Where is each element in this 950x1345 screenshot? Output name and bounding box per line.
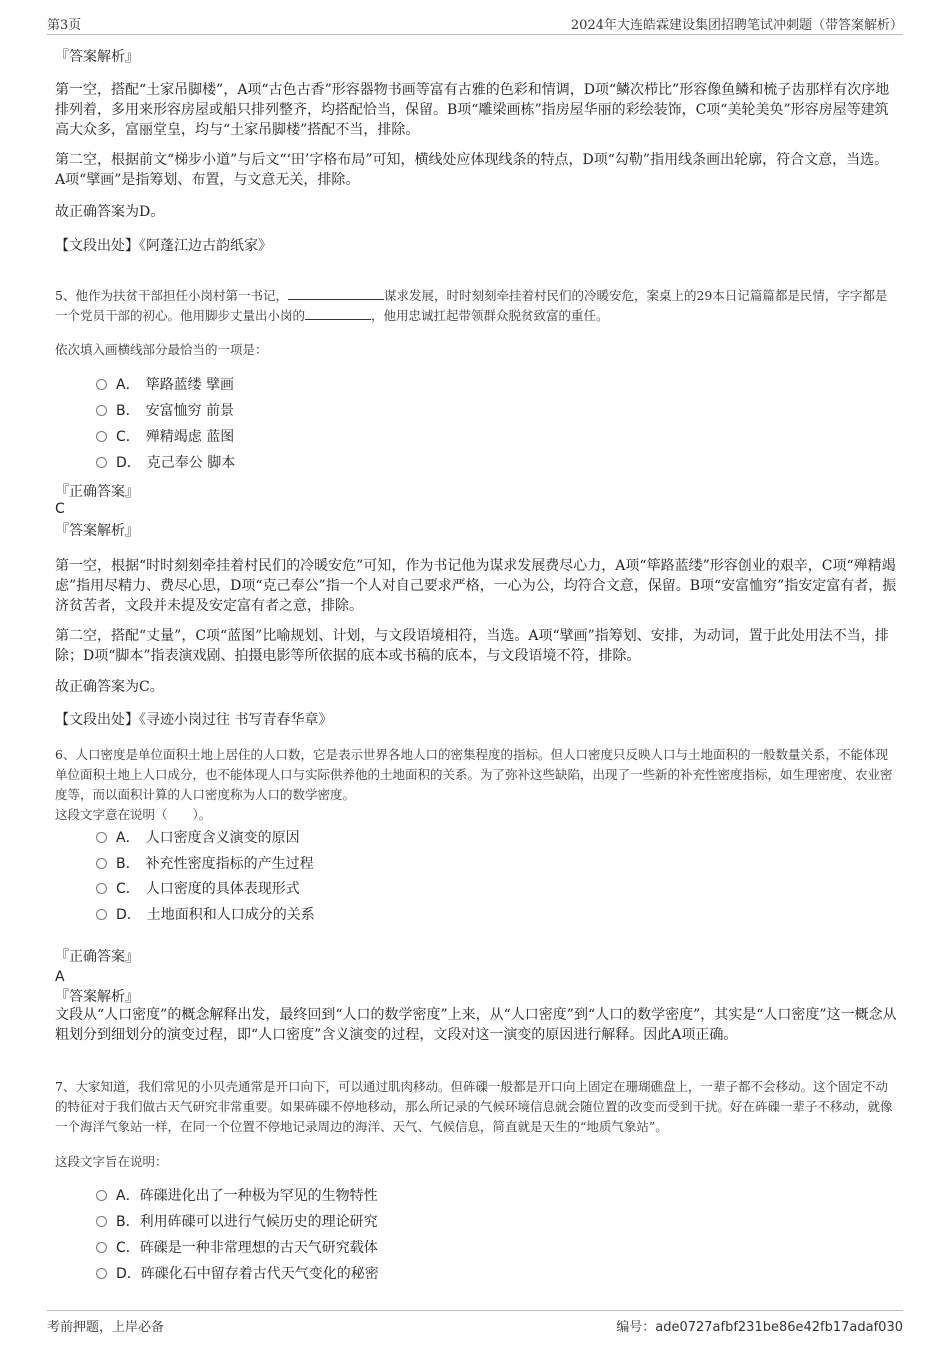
fill-blank [305, 307, 371, 320]
correct-answer: A [55, 969, 65, 985]
answer-conclusion: 故正确答案为D。 [55, 204, 165, 220]
page-header [47, 12, 903, 35]
question-stem: 7、大家知道，我们常见的小贝壳通常是开口向下，可以通过肌肉移动。但砗磲一般都是开口向上固定在珊瑚礁盘上，一辈子都不会移动。这个固定不动的特征对于我们做古天气研究非常重要。如果砗磲不停地移动，那么所记录的气候环境信息就会随位置的改变而受到干扰。好在砗磲一辈子不移动，就像一个海洋气象站一样，在同一个位置不停地记录周边的海洋、天气、气候信息，简直就是天生的“地质气象站”。 [55, 1079, 893, 1134]
passage-source: 【文段出处】《寻迹小岗过往 书写青春华章》 [55, 712, 333, 728]
analysis-heading: 『答案解析』 [55, 523, 139, 539]
radio-icon[interactable] [96, 883, 107, 894]
stem-text: 5、他作为扶贫干部担任小岗村第一书记， [55, 288, 288, 303]
analysis-paragraph: 第二空，搭配“丈量”，C项“蓝图”比喻规划、计划，与文段语境相符，当选。A项“擘画”指筹划、安排，为动词，置于此处用法不当，排除；D项“脚本”指表演戏剧、拍摄电影等所依据的底本或书稿的底本，与文段语境不符，排除。 [55, 628, 889, 664]
option-c[interactable]: C．砗磲是一种非常理想的古天气研究载体 [96, 1237, 378, 1259]
passage-source: 【文段出处】《阿蓬江边古韵纸家》 [55, 238, 272, 254]
analysis-heading: 『答案解析』 [55, 49, 139, 65]
option-a[interactable]: A．砗磲进化出了一种极为罕见的生物特性 [96, 1185, 378, 1207]
page-footer [47, 1310, 903, 1337]
option-a[interactable]: A． 筚路蓝缕 擘画 [96, 374, 234, 396]
radio-icon[interactable] [96, 858, 107, 869]
radio-icon[interactable] [96, 1216, 107, 1227]
radio-icon[interactable] [96, 1268, 107, 1279]
question-stem: 6、人口密度是单位面积土地上居住的人口数，它是表示世界各地人口的密集程度的指标。但人口密度只反映人口与土地面积的一般数量关系，不能体现单位面积土地上人口成分，也不能体现人口与实际供养他的土地面积的关系。为了弥补这些缺陷，出现了一些新的补充性密度指标，如生理密度、农业密度等，而以面积计算的人口密度称为人口的数学密度。 [55, 747, 893, 802]
option-c[interactable]: C． 殚精竭虑 蓝图 [96, 426, 234, 448]
correct-answer: C [55, 501, 65, 517]
stem-text: 谋求发展，时时刻刻牵挂着村民们的冷暖安危，案桌上的29本日记篇篇都是民情，字字都是一个党员干部的初心。他用脚步丈量出小岗的 [55, 288, 888, 323]
stem-text: ，他用忠诚扛起带领群众脱贫致富的重任。 [371, 308, 609, 323]
analysis-heading: 『答案解析』 [55, 989, 139, 1005]
radio-icon[interactable] [96, 1242, 107, 1253]
question-prompt: 这段文字意在说明（ ）。 [55, 807, 212, 822]
option-b[interactable]: B．利用砗磲可以进行气候历史的理论研究 [96, 1211, 378, 1233]
analysis-paragraph: 第一空，搭配“土家吊脚楼”，A项“古色古香”形容器物书画等富有古雅的色彩和情调，D项“鳞次栉比”形容像鱼鳞和梳子齿那样有次序地排列着，多用来形容房屋或船只排列整齐，均搭配恰当，保留。B项“雕梁画栋”指房屋华丽的彩绘装饰，C项“美轮美奂”形容房屋等建筑高大众多，富丽堂皇，均与“土家吊脚楼”搭配不当，排除。 [55, 82, 890, 138]
document-id: 编号：ade0727afbf231be86e42fb17adaf030 [616, 1320, 903, 1335]
page-number: 第3页 [47, 18, 82, 33]
answer-conclusion: 故正确答案为C。 [55, 679, 164, 695]
option-b[interactable]: B． 安富恤穷 前景 [96, 400, 234, 422]
radio-icon[interactable] [96, 1190, 107, 1201]
radio-icon[interactable] [96, 431, 107, 442]
radio-icon[interactable] [96, 379, 107, 390]
fill-blank [288, 287, 384, 300]
radio-icon[interactable] [96, 405, 107, 416]
analysis-paragraph: 第一空，根据“时时刻刻牵挂着村民们的冷暖安危”可知，作为书记他为谋求发展费尽心力，A项“筚路蓝缕”形容创业的艰辛，C项“殚精竭虑”指用尽精力、费尽心思，D项“克己奉公”指一个人对自己要求严格，一心为公，均符合文意，保留。B项“安富恤穷”指安定富有者，振济贫苦者，文段并未提及安定富有者之意，排除。 [55, 558, 897, 614]
footer-slogan: 考前押题，上岸必备 [47, 1320, 165, 1335]
correct-answer-heading: 『正确答案』 [55, 949, 139, 965]
radio-icon[interactable] [96, 909, 107, 920]
option-d[interactable]: D． 土地面积和人口成分的关系 [96, 904, 315, 926]
analysis-paragraph: 第二空，根据前文“梯步小道”与后文“‘田’字格布局”可知，横线处应体现线条的特点，D项“勾勒”指用线条画出轮廓，符合文意，当选。A项“擘画”是指筹划、布置，与文意无关，排除。 [55, 152, 889, 188]
correct-answer-heading: 『正确答案』 [55, 484, 139, 500]
radio-icon[interactable] [96, 832, 107, 843]
option-d[interactable]: D．砗磲化石中留存着古代天气变化的秘密 [96, 1263, 379, 1285]
option-c[interactable]: C． 人口密度的具体表现形式 [96, 878, 300, 900]
option-b[interactable]: B． 补充性密度指标的产生过程 [96, 853, 314, 875]
question-prompt: 依次填入画横线部分最恰当的一项是： [55, 342, 268, 357]
option-d[interactable]: D． 克己奉公 脚本 [96, 452, 235, 474]
document-title: 2024年大连皓霖建设集团招聘笔试冲刺题（带答案解析） [570, 18, 903, 33]
radio-icon[interactable] [96, 457, 107, 468]
option-a[interactable]: A． 人口密度含义演变的原因 [96, 827, 300, 849]
question-prompt: 这段文字旨在说明： [55, 1154, 168, 1169]
question-stem [55, 286, 898, 326]
analysis-paragraph: 文段从“人口密度”的概念解释出发，最终回到“人口的数学密度”上来，从“人口密度”到“人口的数学密度”，其实是“人口密度”这一概念从粗划分到细划分的演变过程，即“人口密度”含义演变的过程，文段对这一演变的原因进行解释。因此A项正确。 [55, 1007, 897, 1043]
